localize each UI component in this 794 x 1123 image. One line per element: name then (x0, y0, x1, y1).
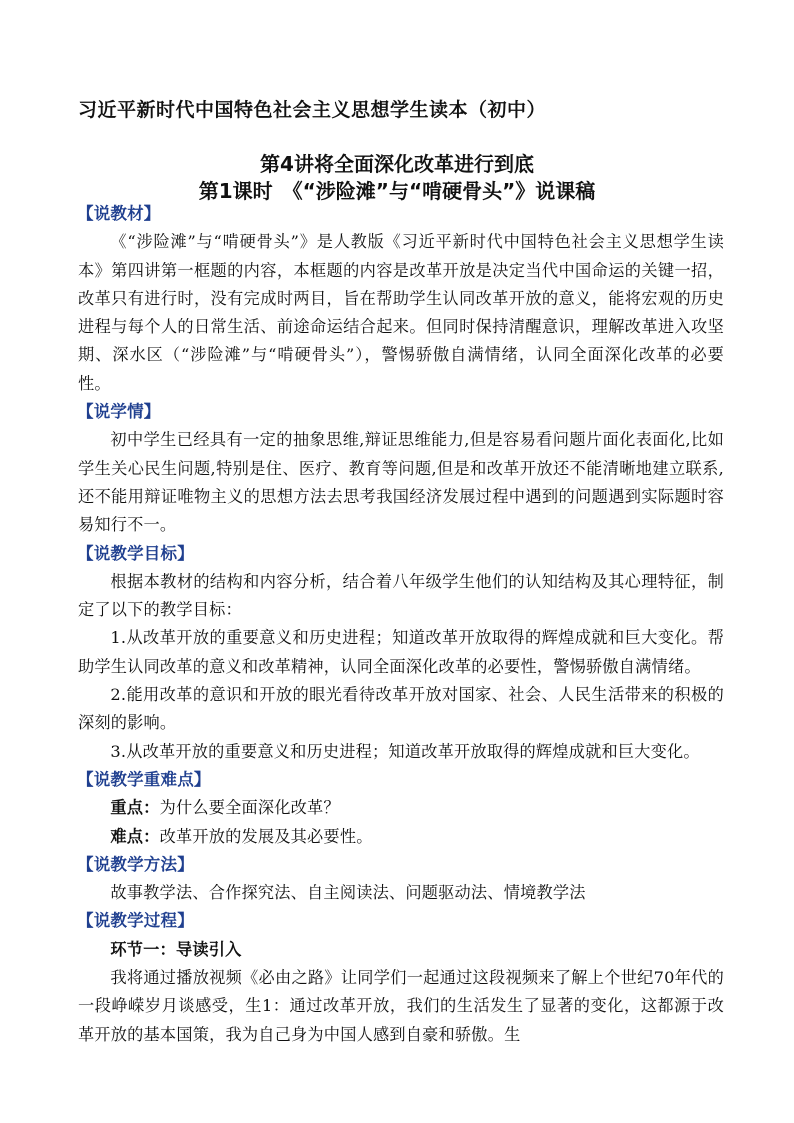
section-heading-fangfa: 【说教学方法】 (77, 854, 194, 874)
lesson-title: 第1课时 《“涉险滩”与“啃硬骨头”》说课稿 (198, 179, 596, 203)
paragraph-mubiao-intro: 根据本教材的结构和内容分析，结合着八年级学生他们的认知结构及其心理特征，制定了以下的教学目标： (78, 571, 724, 620)
section-heading-jiaocai: 【说教材】 (77, 204, 161, 223)
section-heading-guocheng: 【说教学过程】 (77, 911, 194, 931)
paragraph-jiaocai: 《“涉险滩”与“啃硬骨头”》是人教版《习近平新时代中国特色社会主义思想学生读本》第四讲第一框题的内容，本框题的内容是改革开放是决定当代中国命运的关键一招，改革只有进行时，没有完成时两目，旨在帮助学生认同改革开放的意义，能将宏观的历史进程与每个人的日常生活、前途命运结合起来。但同时保持清醒意识，理解改革进入攻坚期、深水区（“涉险滩”与“啃硬骨头”），警惕骄傲自满情绪，认同全面深化改革的必要性。 (78, 232, 724, 393)
section-heading-xueqing: 【说学情】 (77, 402, 161, 422)
section-heading-zhongnan: 【说教学重难点】 (77, 769, 211, 789)
key-point-line (78, 794, 724, 822)
lecture-title: 第4讲将全面深化改革进行到底 (260, 152, 534, 176)
step-1-heading: 环节一：导读引入 (110, 939, 242, 959)
paragraph-xueqing: 初中学生已经具有一定的抽象思维,辩证思维能力,但是容易看问题片面化表面化,比如学生关心民生问题,特别是住、医疗、教育等问题,但是和改革开放还不能清晰地建立联系,还不能用辩证唯物主义的思想方法去思考我国经济发展过程中遇到的问题遇到实际题时容易知行不一。 (78, 430, 724, 535)
difficult-point-line (78, 823, 724, 851)
paragraph-guocheng: 我将通过播放视频《必由之路》让同学们一起通过这段视频来了解上个世纪70年代的一段峥嵘岁月谈感受，生1：通过改革开放，我们的生活发生了显著的变化，这都源于改革开放的基本国策，我为自己身为中国人感到自豪和骄傲。生 (78, 968, 724, 1044)
difficult-point-text: 改革开放的发展及其必要性。 (159, 826, 373, 846)
goal-item-2: 2.能用改革的意识和开放的眼光看待改革开放对国家、社会、人民生活带来的积极的深刻的影响。 (78, 685, 724, 733)
difficult-point-label: 难点： (110, 826, 160, 846)
goal-item-1: 1.从改革开放的重要意义和历史进程；知道改革开放取得的辉煌成就和巨大变化。帮助学生认同改革的意义和改革精神，认同全面深化改革的必要性，警惕骄傲自满情绪。 (78, 628, 724, 676)
goal-item-3: 3.从改革开放的重要意义和历史进程；知道改革开放取得的辉煌成就和巨大变化。 (110, 741, 700, 761)
key-point-text: 为什么要全面深化改革？ (159, 798, 340, 818)
section-heading-mubiao: 【说教学目标】 (77, 543, 194, 563)
paragraph-fangfa: 故事教学法、合作探究法、自主阅读法、问题驱动法、情境教学法 (110, 883, 586, 903)
body-content (78, 200, 724, 1049)
key-point-label: 重点： (110, 798, 160, 818)
book-header: 习近平新时代中国特色社会主义思想学生读本（初中） (78, 99, 547, 121)
